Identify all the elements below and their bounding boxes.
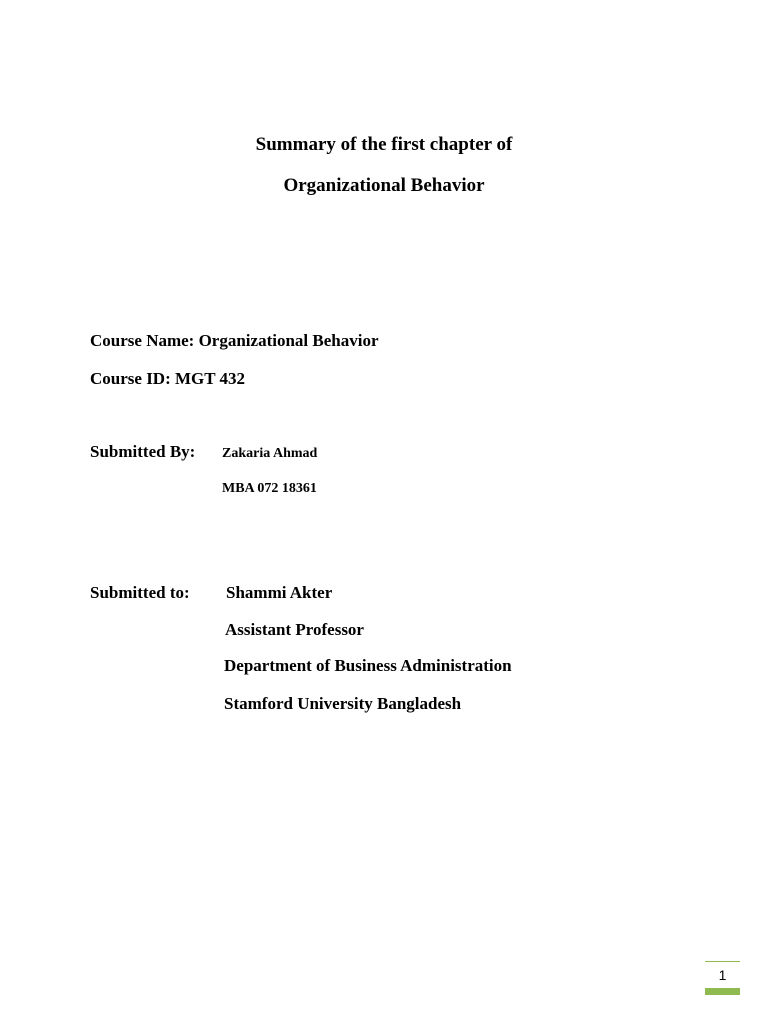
course-name-line: Course Name: Organizational Behavior bbox=[90, 331, 379, 350]
page-number-footer bbox=[705, 961, 740, 995]
submitted-by-label: Submitted By: bbox=[90, 442, 196, 461]
page-number: 1 bbox=[718, 967, 727, 983]
page-number-top-rule bbox=[705, 961, 740, 962]
submitter-student-id: MBA 072 18361 bbox=[222, 481, 317, 496]
document-title-line-1: Summary of the first chapter of bbox=[255, 134, 513, 155]
document-title-line-2: Organizational Behavior bbox=[283, 175, 485, 196]
course-id-line: Course ID: MGT 432 bbox=[90, 369, 246, 388]
recipient-university: Stamford University Bangladesh bbox=[224, 694, 462, 713]
page-number-bottom-bar bbox=[705, 988, 740, 995]
recipient-title: Assistant Professor bbox=[225, 620, 364, 639]
submitter-name: Zakaria Ahmad bbox=[222, 446, 318, 461]
submitted-to-label: Submitted to: bbox=[90, 583, 190, 602]
recipient-department: Department of Business Administration bbox=[224, 656, 512, 675]
recipient-name: Shammi Akter bbox=[226, 583, 333, 602]
